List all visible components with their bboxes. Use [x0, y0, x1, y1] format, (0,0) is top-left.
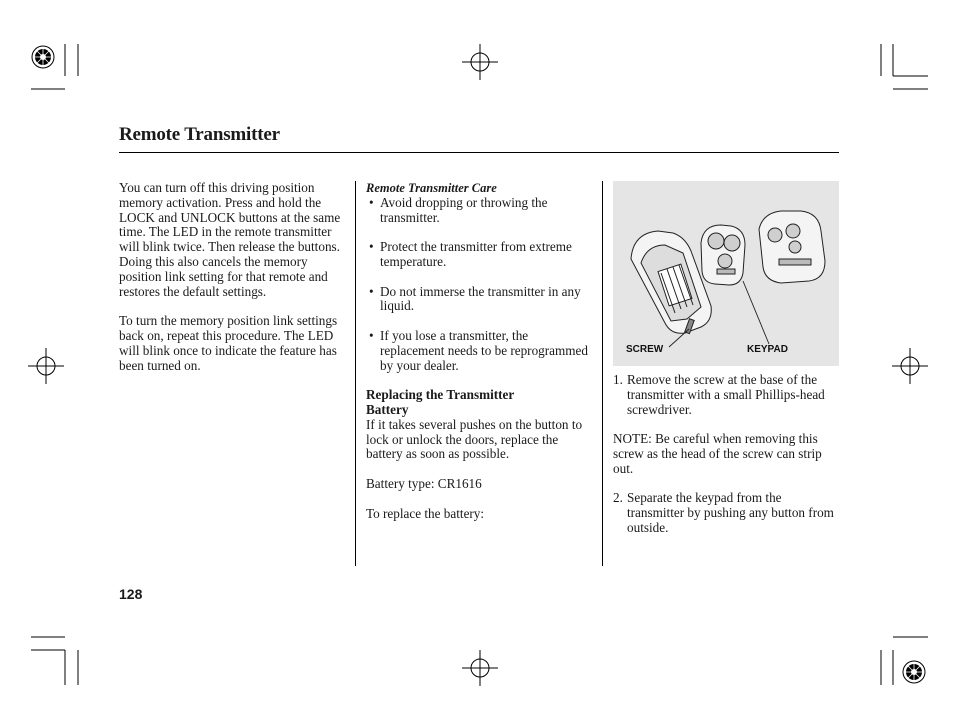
transmitter-illustration	[613, 181, 839, 366]
title-rule	[119, 152, 839, 153]
screw-label: SCREW	[626, 344, 664, 355]
bullet-dot-icon: •	[369, 239, 374, 255]
bullet-dot-icon: •	[369, 327, 374, 343]
care-heading: Remote Transmitter Care	[366, 181, 497, 195]
column-1	[119, 181, 345, 373]
care-bullet: • Avoid dropping or throwing the transmitter.	[366, 196, 594, 226]
bullet-dot-icon: •	[369, 283, 374, 299]
care-bullet: • Do not immerse the transmitter in any liquid.	[366, 285, 594, 315]
column-2	[366, 181, 594, 521]
memory-on-paragraph: To turn the memory position link settings back on, repeat this procedure. The LED will blink once to indicate the feature has been turned on.	[119, 313, 338, 373]
replace-battery-heading: Replacing the Transmitter Battery	[366, 387, 514, 417]
care-bullet: • Protect the transmitter from extreme temperature.	[366, 240, 594, 270]
keypad-label: KEYPAD	[747, 344, 788, 355]
step-2	[613, 491, 839, 535]
key-fob-drawing	[613, 181, 839, 366]
column-3	[613, 373, 839, 536]
step-2-number: 2.	[613, 490, 623, 506]
step-1	[613, 373, 839, 417]
page-number: 128	[119, 586, 143, 602]
page-title: Remote Transmitter	[119, 124, 280, 145]
column-divider-2	[602, 181, 603, 566]
column-divider-1	[355, 181, 356, 566]
to-replace-text: To replace the battery:	[366, 505, 485, 521]
screw-note: NOTE: Be careful when removing this screw as the head of the screw can strip out.	[613, 431, 822, 476]
memory-off-paragraph: You can turn off this driving position memory activation. Press and hold the LOCK and UNLOCK buttons at the same time. The LED in the remote transmitter will blink twice. Then release the buttons. Doing this also cancels the memory position link setting for that remote and restores the default settings.	[119, 180, 341, 299]
step-2-text: Separate the keypad from the transmitter by pushing any button from outside.	[627, 490, 834, 535]
care-bullet: • If you lose a transmitter, the replacement needs to be reprogrammed by your dealer.	[366, 329, 594, 373]
battery-type: Battery type: CR1616	[366, 475, 482, 491]
replace-battery-text: If it takes several pushes on the button to lock or unlock the doors, replace the battery as soon as possible.	[366, 416, 583, 462]
step-1-number: 1.	[613, 372, 623, 387]
step-1-text: Remove the screw at the base of the transmitter with a small Phillips-head screwdriver.	[627, 372, 825, 417]
bullet-dot-icon: •	[369, 194, 374, 210]
